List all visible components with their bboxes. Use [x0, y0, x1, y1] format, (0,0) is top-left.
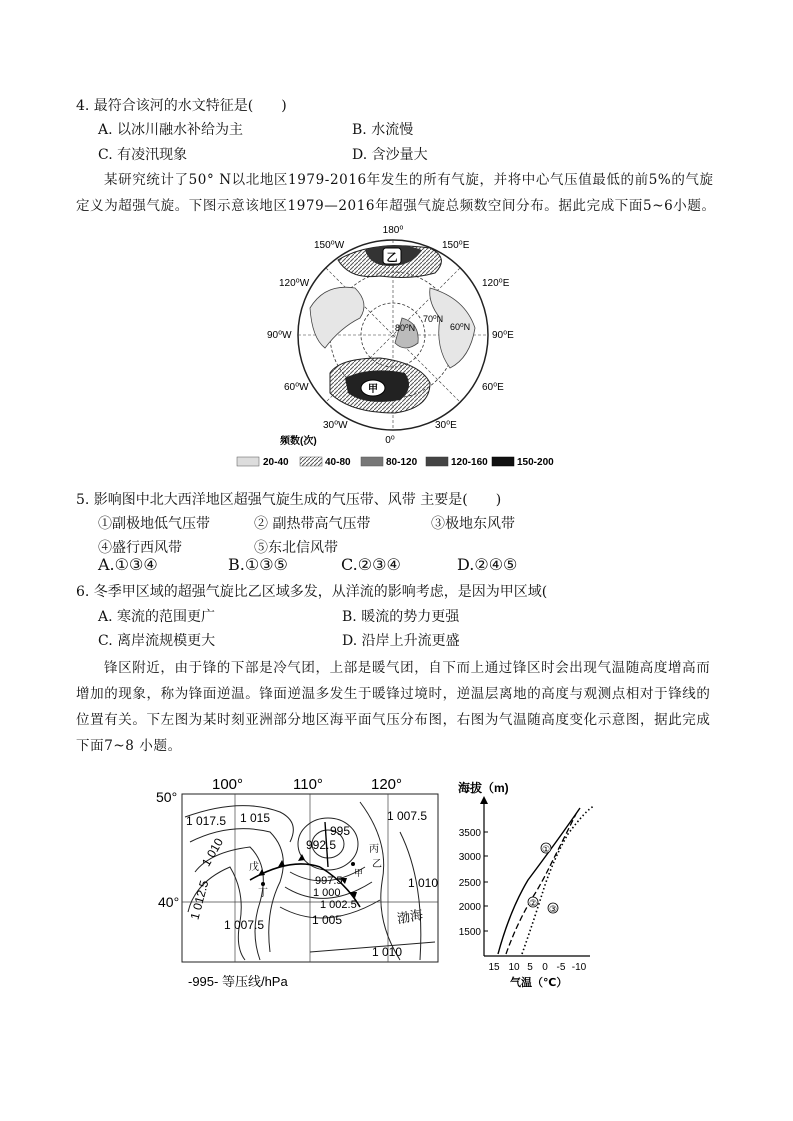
profile-x-tick: 0	[542, 962, 548, 973]
lon-label: 60⁰E	[482, 382, 504, 393]
intro-1-text: 某研究统计了50° N以北地区1979-2016年发生的所有气旋，并将中心气压值最低的前5%的气旋定义为超强气旋。下图示意该地区1979—2016年超强气旋总频数空间分布。据此完成下面5~6小题。	[76, 172, 716, 214]
isobar-label: 1 010	[408, 876, 439, 890]
isobar-map	[150, 772, 445, 994]
profile-x-tick: 5	[527, 962, 533, 973]
point-label: 甲	[354, 868, 364, 878]
sea-label: 渤海	[395, 906, 425, 927]
q5-choice-c: C.②③④	[341, 555, 401, 574]
isobar-label: 995	[330, 824, 351, 838]
legend-label: 150-200	[517, 457, 554, 468]
q6-option-d: D. 沿岸上升流更盛	[342, 633, 460, 649]
q6-option-b: B. 暖流的势力更强	[342, 609, 460, 625]
curve-2	[506, 814, 576, 954]
profile-x-tick: 15	[488, 962, 500, 973]
isobar-label: 1 017.5	[186, 814, 227, 828]
q4-stem: 4. 最符合该河的水文特征是( )	[76, 98, 287, 114]
intro-paragraph-2	[76, 655, 716, 759]
profile-y-tick: 1500	[458, 927, 481, 938]
profile-x-title: 气温（℃）	[510, 977, 568, 989]
q5-stem: 5. 影响图中北大西洋地区超强气旋生成的气压带、风带 主要是( )	[76, 492, 502, 508]
q4-option-d: D. 含沙量大	[352, 147, 428, 163]
isobar-label: 997.5	[315, 875, 343, 887]
lon-label: 0⁰	[385, 435, 395, 446]
legend-label: 40-80	[325, 457, 351, 468]
q5-choice-d: D.②④⑤	[457, 555, 518, 574]
curve-3	[522, 806, 594, 954]
lat-label: 80⁰N	[395, 323, 416, 333]
point-label: 丙	[369, 844, 379, 855]
profile-y-title: 海拔（m)	[458, 781, 509, 795]
temperature-profile-chart	[448, 780, 608, 992]
isobar-label: 1 010	[198, 835, 227, 869]
isobar-label: 1 015	[240, 811, 271, 825]
profile-x-tick: -5	[556, 962, 566, 973]
lon-label: 180⁰	[382, 225, 404, 236]
lon-label: 30⁰W	[323, 420, 348, 431]
profile-y-tick: 3000	[458, 852, 481, 863]
map-lon-label: 110°	[293, 776, 323, 793]
curve-label: ③	[548, 904, 558, 914]
q6-option-a: A. 寒流的范围更广	[98, 609, 216, 625]
q4-option-a: A. 以冰川融水补给为主	[98, 122, 244, 138]
lon-label: 120⁰E	[482, 278, 510, 289]
intro-paragraph-1	[76, 167, 716, 219]
isobar-label: 992.5	[306, 838, 337, 852]
isobar-label: 1 007.5	[387, 809, 428, 823]
lat-label: 70⁰N	[423, 314, 444, 324]
q5-item: ③极地东风带	[431, 516, 515, 532]
q4-option-b: B. 水流慢	[352, 122, 414, 138]
isobar-label: 1 012.5	[187, 878, 212, 922]
q5-item: ② 副热带高气压带	[254, 516, 371, 532]
lon-label: 120⁰W	[279, 278, 310, 289]
q5-item: ④盛行西风带	[98, 540, 182, 556]
profile-x-tick: -10	[571, 962, 587, 973]
isobar-label: 1 002.5	[320, 899, 357, 911]
q5-item: ⑤东北信风带	[254, 540, 338, 556]
curve-label: ①	[541, 844, 551, 854]
map-lat-label: 50°	[156, 789, 178, 805]
lon-label: 90⁰E	[492, 330, 514, 341]
q5-item: ①副极地低气压带	[98, 516, 210, 532]
q5-choice-b: B.①③⑤	[228, 555, 288, 574]
polar-cyclone-map	[230, 218, 560, 476]
isobar-label: 1 007.5	[224, 918, 265, 932]
q4-option-c: C. 有凌汛现象	[98, 147, 188, 163]
legend-label: 80-120	[386, 457, 418, 468]
curve-label: ②	[528, 898, 538, 908]
lat-label: 60⁰N	[450, 322, 471, 332]
isobar-label: 1 010	[372, 945, 403, 959]
lon-label: 150⁰E	[442, 240, 470, 251]
legend-label: 120-160	[451, 457, 488, 468]
legend-title: 频数(次)	[280, 436, 317, 447]
lon-label: 150⁰W	[314, 240, 345, 251]
isobar-legend: -995- 等压线/hPa	[188, 974, 288, 989]
map-lon-label: 120°	[371, 776, 403, 793]
isobar-label: 1 000	[313, 887, 341, 899]
q6-stem: 6. 冬季甲区域的超强气旋比乙区域多发，从洋流的影响考虑，是因为甲区域(	[76, 584, 548, 600]
q5-choice-a: A.①③④	[98, 555, 158, 574]
region-label-jia: 甲	[368, 384, 378, 395]
region-label-yi: 乙	[386, 252, 398, 264]
intro-2-text: 锋区附近，由于锋的下部是冷气团，上部是暖气团，自下而上通过锋区时会出现气温随高度增高而增加的现象，称为锋面逆温。锋面逆温多发生于暖锋过境时，逆温层离地的高度与观测点相对于锋线的位置有关。下左图为某时刻亚洲部分地区海平面气压分布图，右图为气温随高度变化示意图，据此完成下面7~8 小题。	[76, 660, 711, 754]
map-lat-label: 40°	[158, 894, 180, 910]
legend-label: 20-40	[263, 457, 289, 468]
profile-y-tick: 3500	[458, 828, 481, 839]
lon-label: 60⁰W	[284, 382, 309, 393]
profile-x-tick: 10	[508, 962, 520, 973]
map-lon-label: 100°	[212, 776, 244, 793]
point-label: 戊	[249, 862, 259, 873]
point-label: 乙	[372, 859, 382, 870]
profile-y-tick: 2500	[458, 878, 481, 889]
lon-label: 90⁰W	[267, 330, 292, 341]
isobar-label: 1 005	[312, 913, 343, 927]
point-label: 丁	[258, 888, 268, 899]
profile-y-tick: 2000	[458, 902, 481, 913]
lon-label: 30⁰E	[435, 420, 457, 431]
q6-option-c: C. 离岸流规模更大	[98, 633, 216, 649]
